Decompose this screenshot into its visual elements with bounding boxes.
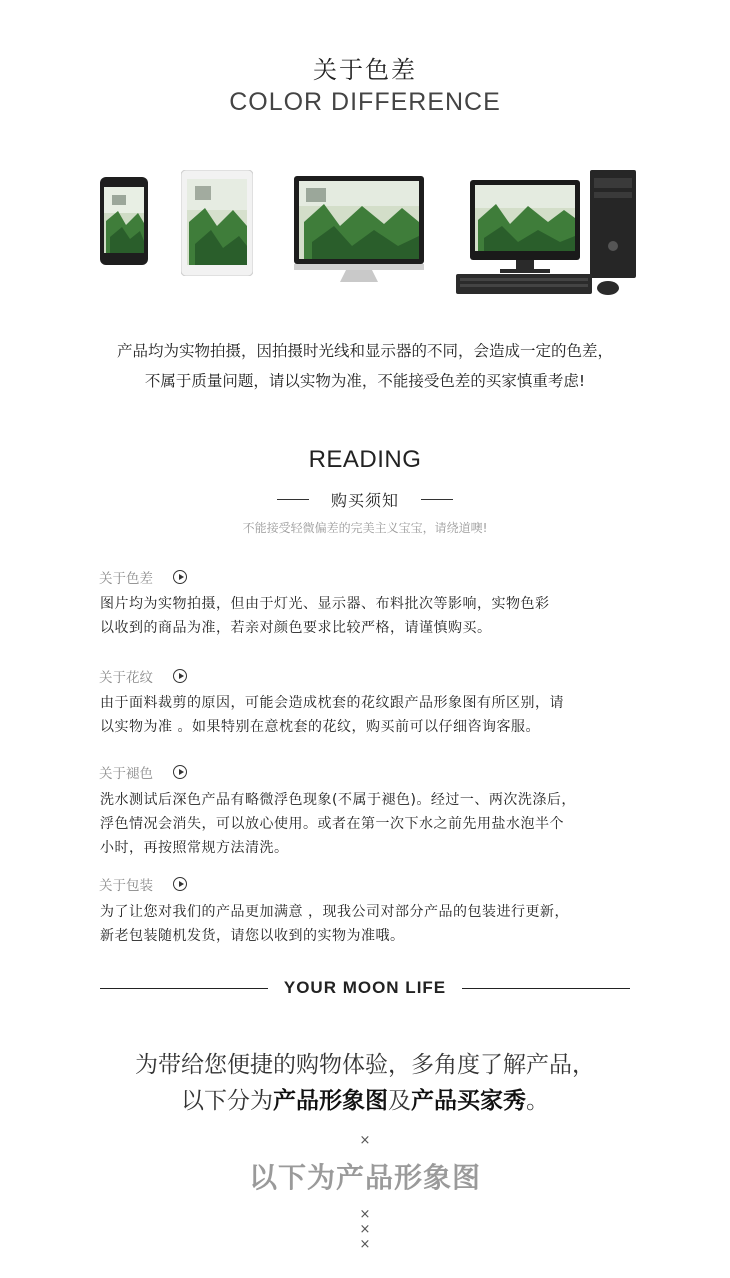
purchase-notes-heading — [0, 488, 730, 511]
purchase-notes-note: 不能接受轻微偏差的完美主义宝宝，请绕道噢! — [242, 521, 488, 535]
section-pattern-body — [100, 691, 640, 739]
intro-line-2 — [0, 1082, 730, 1115]
intro-highlight: 产品买家秀 — [411, 1088, 526, 1114]
section-fading-body — [100, 788, 640, 860]
intro-text: 。 — [526, 1088, 549, 1114]
image-section-title: 以下为产品形象图 — [248, 1161, 481, 1194]
purchase-notes-title: 购买须知 — [330, 491, 399, 510]
cross-mark-icon: × — [359, 1133, 371, 1148]
intro-text: 及 — [388, 1088, 411, 1114]
intro-text: 以下分为 — [181, 1088, 273, 1114]
color-notice-line-2: 不属于质量问题，请以实物为准，不能接受色差的买家慎重考虑! — [144, 372, 586, 390]
monitor-icon — [294, 176, 424, 284]
section-line: 为了让您对我们的产品更加满意 ，现我公司对部分产品的包装进行更新， — [100, 904, 569, 920]
divider-right — [421, 499, 453, 500]
section-line: 小时，再按照常规方法清洗。 — [100, 840, 289, 856]
cross-mark-icon: × — [359, 1237, 371, 1252]
intro-highlight: 产品形象图 — [273, 1088, 388, 1114]
section-color-header — [99, 567, 187, 587]
intro-line-1: 为带给您便捷的购物体验，多角度了解产品， — [135, 1052, 595, 1078]
section-label: 关于褪色 — [99, 766, 153, 782]
section-line: 以实物为准 。如果特别在意枕套的花纹，购买前可以仔细咨询客服。 — [100, 719, 540, 735]
cross-mark-icon: × — [359, 1207, 371, 1222]
section-packaging-header — [99, 874, 187, 894]
play-circle-icon — [173, 877, 187, 891]
color-notice-line-1: 产品均为实物拍摄，因拍摄时光线和显示器的不同，会造成一定的色差， — [116, 342, 613, 360]
divider-left — [277, 499, 309, 500]
section-fading-header — [99, 762, 187, 782]
section-line: 以收到的商品为准，若亲对颜色要求比较严格，请谨慎购买。 — [100, 620, 492, 636]
play-circle-icon — [173, 669, 187, 683]
reading-title: READING — [308, 446, 422, 473]
phone-icon — [100, 177, 148, 265]
section-line: 洗水测试后深色产品有略微浮色现象(不属于褪色)。经过一、两次洗涤后， — [100, 792, 576, 808]
page-subtitle-en: COLOR DIFFERENCE — [229, 88, 501, 116]
tablet-icon — [181, 170, 253, 276]
section-line: 浮色情况会消失，可以放心使用。或者在第一次下水之前先用盐水泡半个 — [100, 816, 564, 832]
section-label: 关于包装 — [99, 878, 153, 894]
section-label: 关于色差 — [99, 571, 153, 587]
divider-right — [462, 988, 630, 989]
cross-mark-icon: × — [359, 1222, 371, 1237]
desktop-computer-icon — [456, 170, 638, 298]
brand-divider — [100, 978, 630, 998]
section-line: 新老包装随机发货，请您以收到的实物为准哦。 — [100, 928, 405, 944]
play-circle-icon — [173, 765, 187, 779]
play-circle-icon — [173, 570, 187, 584]
section-color-body — [100, 592, 640, 640]
brand-slogan: YOUR MOON LIFE — [283, 978, 447, 997]
section-pattern-header — [99, 666, 187, 686]
section-line: 由于面料裁剪的原因，可能会造成枕套的花纹跟产品形象图有所区别，请 — [100, 695, 564, 711]
section-line: 图片均为实物拍摄，但由于灯光、显示器、布料批次等影响，实物色彩 — [100, 596, 550, 612]
page-title: 关于色差 — [313, 56, 417, 84]
section-label: 关于花纹 — [99, 670, 153, 686]
divider-left — [100, 988, 268, 989]
section-packaging-body — [100, 900, 640, 948]
